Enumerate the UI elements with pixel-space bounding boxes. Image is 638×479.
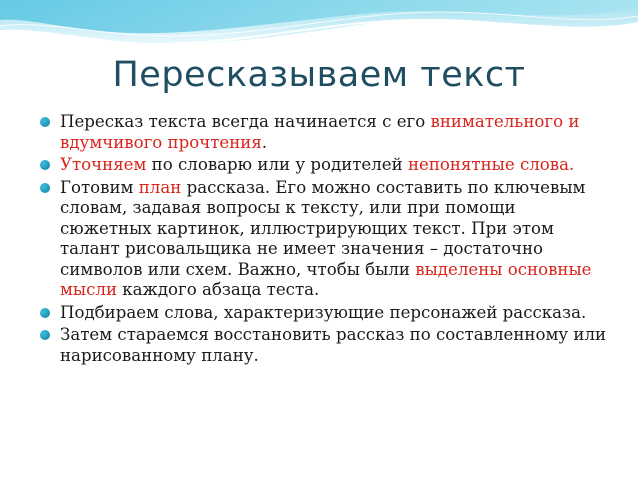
- bullet-dot-icon: [40, 308, 50, 318]
- bullet-dot-icon: [40, 330, 50, 340]
- bullet-item: [40, 155, 612, 176]
- bullet-dot-icon: [40, 160, 50, 170]
- bullet-text: Готовим: [60, 177, 139, 197]
- bullet-text: Подбираем слова, характеризующие персонажей рассказа.: [60, 302, 587, 322]
- bullet-list: [40, 112, 612, 368]
- highlighted-text: выделены основные мысли: [60, 259, 592, 299]
- bullet-dot-icon: [40, 183, 50, 193]
- bullet-item: [40, 178, 612, 301]
- highlighted-text: план: [138, 177, 182, 197]
- bullet-item: [40, 112, 612, 153]
- bullet-text: рассказа. Его можно составить по ключевым словам, задавая вопросы к тексту, или при помощи сюжетных картинок, иллюстрирующих текст. При этом талант рисовальщика не имеет значения – достаточно символов или схем. Важно, чтобы были: [60, 177, 586, 279]
- bullet-text: каждого абзаца теста.: [117, 280, 320, 299]
- bullet-dot-icon: [40, 117, 50, 127]
- bullet-text: по словарю или у родителей: [146, 155, 408, 174]
- bullet-text: .: [261, 132, 268, 152]
- slide-title: Пересказываем текст: [112, 55, 526, 95]
- highlighted-text: Уточняем: [60, 155, 147, 174]
- bullet-item: [40, 325, 612, 366]
- highlighted-text: внимательного и вдумчивого прочтения: [60, 112, 580, 152]
- bullet-text: Пересказ текста всегда начинается с его: [60, 112, 431, 131]
- bullet-text: Затем стараемся восстановить рассказ по составленному или нарисованному плану.: [60, 325, 607, 365]
- highlighted-text: непонятные слова.: [407, 155, 575, 174]
- bullet-item: [40, 303, 612, 324]
